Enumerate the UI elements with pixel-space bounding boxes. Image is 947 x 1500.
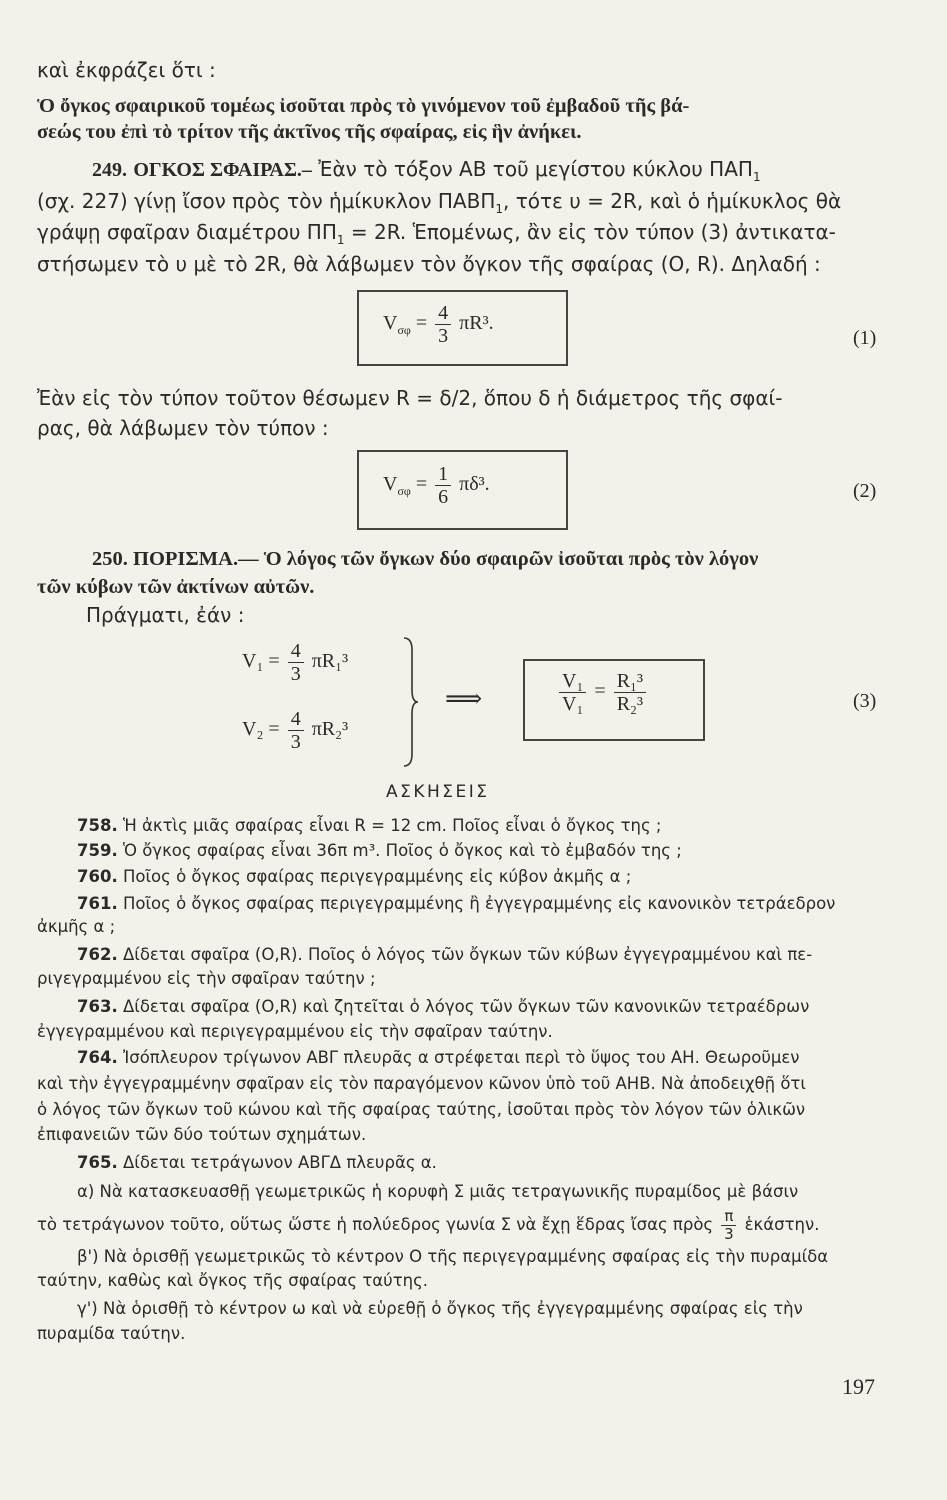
fraction — [435, 302, 451, 347]
exercise-number: 760. — [77, 867, 118, 886]
exercise-number: 759. — [77, 841, 118, 860]
exercise-760 — [77, 866, 631, 888]
exercise-text: Ἡ ἀκτὶς μιᾶς σφαίρας εἶναι R = 12 cm. Ποῖος εἶναι ὁ ὄγκος της ; — [122, 816, 662, 835]
section-number: 250. — [92, 548, 128, 570]
exercise-text: Ὁ ὄγκος σφαίρας εἶναι 36π m³. Ποῖος ὁ ὄγκος καὶ τὸ ἐμβαδόν της ; — [122, 841, 682, 860]
fraction — [288, 708, 304, 753]
section-250-heading — [92, 547, 758, 571]
text-part: γράψῃ σφαῖραν διαμέτρου ΠΠ — [37, 220, 337, 244]
mid-line-1: Ἐὰν εἰς τὸν τύπον τοῦτον θέσωμεν R = δ/2, ὅπου δ ἡ διάμετρος τῆς σφαί- — [37, 386, 783, 410]
theorem-line-2: σεώς του ἐπὶ τὸ τρίτον τῆς ἀκτῖνος τῆς σφαίρας, εἰς ἣν ἀνήκει. — [37, 121, 582, 143]
exercise-number: 764. — [77, 1048, 118, 1067]
denominator: V₁ — [562, 693, 584, 715]
formula-2 — [383, 463, 490, 508]
exercise-text: Ἰσόπλευρον τρίγωνον ΑΒΓ πλευρᾶς α στρέφεται περὶ τὸ ὕψος του ΑΗ. Θεωροῦμεν — [122, 1048, 800, 1067]
exercise-number: 763. — [77, 997, 118, 1016]
text-part: = 2R. Ἑπομένως, ἂν εἰς τὸν τύπον (3) ἀντικατα- — [344, 220, 836, 244]
exercise-761-cont: ἀκμῆς α ; — [37, 917, 116, 936]
exercise-number: 758. — [77, 816, 118, 835]
equals-sign: = — [415, 473, 428, 496]
subscript: 1 — [336, 233, 345, 247]
equation-label-2: (2) — [853, 480, 877, 502]
formula-subscript: σφ — [397, 484, 411, 499]
denominator: 6 — [438, 486, 449, 508]
exercise-765 — [77, 1152, 437, 1174]
equals-sign: = — [594, 680, 606, 703]
right-brace — [400, 636, 420, 768]
fraction-pi-over-3 — [721, 1208, 736, 1243]
exercise-number: 762. — [77, 945, 118, 964]
numerator: π — [721, 1208, 736, 1226]
subscript: 1 — [495, 202, 504, 216]
denominator: R₂³ — [616, 693, 644, 715]
section-250-line-3: Πράγματι, ἐάν : — [86, 603, 245, 627]
formula-rhs: πδ³. — [459, 473, 490, 496]
exercise-765-b-2: ταύτην, καθὼς καὶ ὄγκος τῆς σφαίρας ταύτης. — [37, 1271, 429, 1290]
formula-lhs: V₂ = — [242, 718, 280, 741]
fraction-right — [614, 670, 646, 715]
implies-arrow: ⟹ — [445, 684, 483, 713]
exercise-763 — [77, 996, 809, 1018]
exercise-762-cont: ριγεγραμμένου εἰς τὴν σφαῖραν ταύτην ; — [37, 969, 376, 988]
fraction-left — [559, 670, 586, 715]
denominator: 3 — [290, 731, 301, 753]
numerator: 1 — [435, 463, 451, 486]
exercises-heading: ΑΣΚΗΣΕΙΣ — [386, 782, 490, 802]
numerator: 4 — [288, 640, 304, 663]
exercise-765-c-1: γ') Νὰ ὁρισθῇ τὸ κέντρον ω καὶ νὰ εὑρεθῇ ὁ ὄγκος τῆς ἐγγεγραμμένης σφαίρας εἰς τὴν — [77, 1299, 803, 1318]
exercise-763-cont: ἐγγεγραμμένου καὶ περιγεγραμμένου εἰς τὴν σφαῖραν ταύτην. — [37, 1022, 553, 1041]
section-number: 249. — [92, 159, 127, 181]
fraction — [288, 640, 304, 685]
denominator: 3 — [290, 663, 301, 685]
exercise-text: Ποῖος ὁ ὄγκος σφαίρας περιγεγραμμένης ἢ ἐγγεγραμμένης εἰς κανονικὸν τετράεδρον — [122, 894, 836, 913]
section-249-line-4: στήσωμεν τὸ υ μὲ τὸ 2R, θὰ λάβωμεν τὸν ὄγκον τῆς σφαίρας (O, R). Δηλαδή : — [37, 252, 821, 276]
numerator: R₁³ — [614, 670, 646, 693]
exercise-758 — [77, 815, 661, 837]
exercise-text: τὸ τετράγωνον τοῦτο, οὕτως ὥστε ἡ πολύεδρος γωνία Σ νὰ ἔχῃ ἕδρας ἴσας πρὸς — [37, 1215, 714, 1234]
denominator: 3 — [724, 1225, 734, 1243]
formula-v2 — [242, 708, 348, 753]
exercise-number: 765. — [77, 1153, 118, 1172]
equation-label-1: (1) — [853, 327, 877, 349]
exercise-761 — [77, 893, 835, 915]
exercise-764-cont-3: ἐπιφανειῶν τῶν δύο τούτων σχημάτων. — [37, 1125, 367, 1144]
text-part: (σχ. 227) γίνῃ ἴσον πρὸς τὸν ἡμίκυκλον ΠΑΒΠ — [37, 189, 496, 213]
section-250-line-2: τῶν κύβων τῶν ἀκτίνων αὐτῶν. — [37, 576, 315, 598]
exercise-759 — [77, 840, 682, 862]
formula-lhs: V₁ = — [242, 650, 280, 673]
exercise-number: 761. — [77, 894, 118, 913]
exercise-text: Ποῖος ὁ ὄγκος σφαίρας περιγεγραμμένης εἰς κύβον ἀκμῆς α ; — [122, 867, 632, 886]
theorem-line-1: Ὁ ὄγκος σφαιρικοῦ τομέως ἰσοῦται πρὸς τὸ γινόμενον τοῦ ἐμβαδοῦ τῆς βά- — [37, 95, 690, 117]
formula-rhs: πR₂³ — [311, 718, 349, 741]
section-249-line-2 — [37, 189, 841, 221]
formula-lhs: V — [383, 473, 398, 496]
equals-sign: = — [415, 312, 428, 335]
exercise-text: Δίδεται σφαῖρα (O,R) καὶ ζητεῖται ὁ λόγος τῶν ὄγκων τῶν κανονικῶν τετραέδρων — [122, 997, 810, 1016]
formula-rhs: πR³. — [459, 312, 494, 335]
section-title: ΟΓΚΟΣ ΣΦΑΙΡΑΣ.– — [133, 159, 312, 181]
exercise-765-c-2: πυραμίδα ταύτην. — [37, 1324, 186, 1343]
section-249-heading — [92, 157, 761, 189]
fraction — [435, 463, 451, 508]
exercise-765-a-1: α) Νὰ κατασκευασθῇ γεωμετρικῶς ἡ κορυφὴ Σ μιᾶς τετραγωνικῆς πυραμίδος μὲ βάσιν — [77, 1182, 799, 1201]
subscript: 1 — [752, 170, 761, 184]
formula-1 — [383, 302, 494, 347]
exercise-762 — [77, 944, 812, 966]
formula-v1 — [242, 640, 348, 685]
exercise-text: Δίδεται σφαῖρα (O,R). Ποῖος ὁ λόγος τῶν ὄγκων τῶν κύβων ἐγγεγραμμένου καὶ πε- — [122, 945, 813, 964]
formula-lhs: V — [383, 312, 398, 335]
section-text: Ὁ λόγος τῶν ὄγκων δύο σφαιρῶν ἰσοῦται πρὸς τὸν λόγον — [263, 548, 759, 570]
exercise-text: ἑκάστην. — [744, 1215, 820, 1234]
denominator: 3 — [438, 325, 449, 347]
section-text: Ἐὰν τὸ τόξον ΑΒ τοῦ μεγίστου κύκλου ΠΑΠ — [318, 157, 753, 181]
exercise-765-a-2 — [37, 1208, 819, 1243]
exercise-764-cont-1: καὶ τὴν ἐγγεγραμμένην σφαῖραν εἰς τὸν παραγόμενον κῶνον ὑπὸ τοῦ ΑΗΒ. Νὰ ἀποδειχθῇ ὅτι — [37, 1074, 806, 1093]
numerator: 4 — [435, 302, 451, 325]
formula-ratio — [556, 670, 649, 715]
section-title: ΠΟΡΙΣΜΑ.— — [133, 548, 259, 570]
page-number: 197 — [842, 1374, 875, 1399]
numerator: 4 — [288, 708, 304, 731]
intro-line-1: καὶ ἐκφράζει ὅτι : — [37, 58, 216, 82]
exercise-764-cont-2: ὁ λόγος τῶν ὄγκων τοῦ κώνου καὶ τῆς σφαίρας ταύτης, ἰσοῦται πρὸς τὸν λόγον τῶν ὁλικῶν — [37, 1100, 806, 1119]
mid-line-2: ρας, θὰ λάβωμεν τὸν τύπον : — [37, 416, 329, 440]
section-249-line-3 — [37, 220, 836, 252]
exercise-text: Δίδεται τετράγωνον ΑΒΓΔ πλευρᾶς α. — [122, 1153, 437, 1172]
exercise-764 — [77, 1047, 800, 1069]
text-part: , τότε υ = 2R, καὶ ὁ ἡμίκυκλος θὰ — [503, 189, 842, 213]
formula-subscript: σφ — [397, 323, 411, 338]
exercise-765-b-1: β') Νὰ ὁρισθῇ γεωμετρικῶς τὸ κέντρον Ο τῆς περιγεγραμμένης σφαίρας εἰς τὴν πυραμίδα — [77, 1247, 829, 1266]
formula-rhs: πR₁³ — [311, 650, 349, 673]
numerator: V₁ — [559, 670, 586, 693]
equation-label-3: (3) — [853, 690, 877, 712]
